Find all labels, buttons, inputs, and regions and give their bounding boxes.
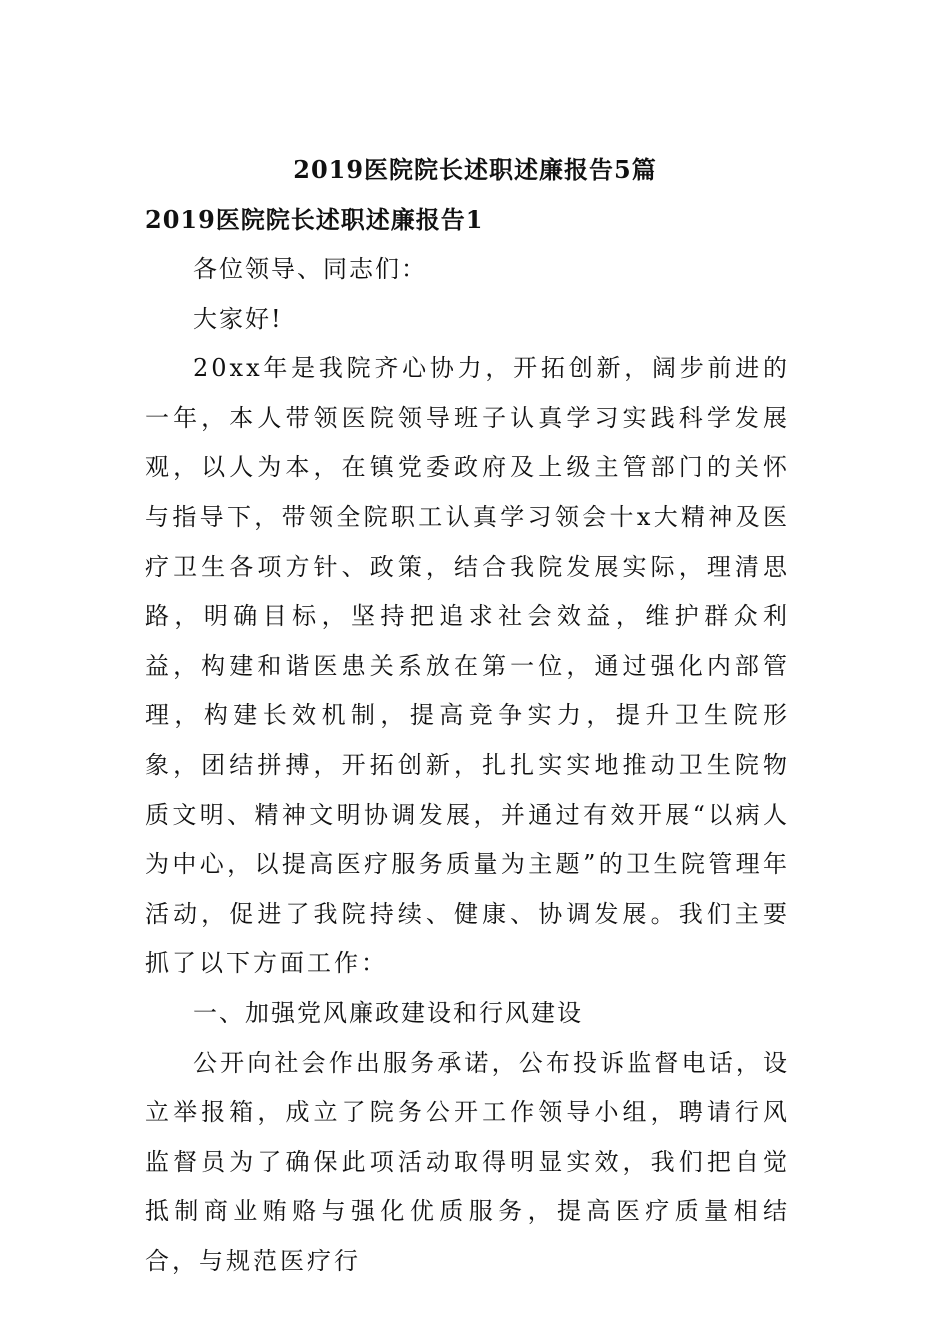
- paragraph-salutation: 大家好!: [193, 304, 283, 333]
- paragraph-section-heading: 一、加强党风廉政建设和行风建设: [193, 998, 583, 1027]
- paragraph-intro: 20xx年是我院齐心协力，开拓创新，阔步前进的一年，本人带领医院领导班子认真学习实践科学发展观，以人为本，在镇党委政府及上级主管部门的关怀与指导下，带领全院职工认真学习领会十x大精神及医疗卫生各项方针、政策，结合我院发展实际，理清思路，明确目标，坚持把追求社会效益，维护群众利益，构建和谐医患关系放在第一位，通过强化内部管理，构建长效机制，提高竞争实力，提升卫生院形象，团结拼搏，开拓创新，扎扎实实地推动卫生院物质文明、精神文明协调发展，并通过有效开展“以病人为中心，以提高医疗服务质量为主题”的卫生院管理年活动，促进了我院持续、健康、协调发展。我们主要抓了以下方面工作：: [145, 354, 790, 978]
- document-body: [145, 245, 790, 1286]
- paragraph-greeting: 各位领导、同志们：: [193, 255, 427, 283]
- section-heading: 2019医院院长述职述廉报告1: [145, 205, 484, 234]
- paragraph-content: 公开向社会作出服务承诺，公布投诉监督电话，设立举报箱，成立了院务公开工作领导小组，聘请行风监督员为了确保此项活动取得明显实效，我们把自觉抵制商业贿赂与强化优质服务，提高医疗质量相结合，与规范医疗行: [145, 1048, 790, 1275]
- document-title: 2019医院院长述职述廉报告5篇: [293, 155, 657, 184]
